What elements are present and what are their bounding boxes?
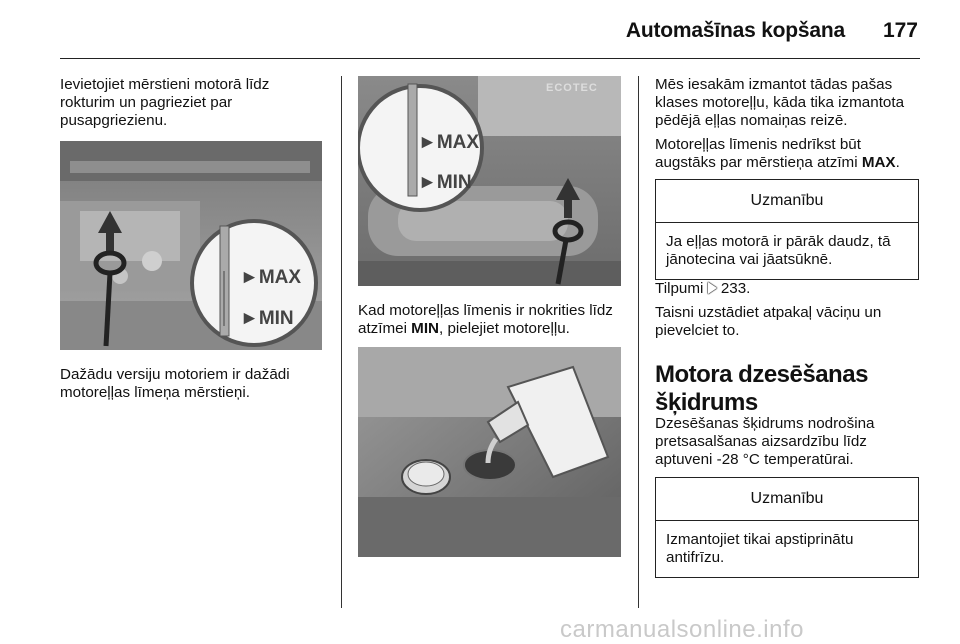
warning-box-1 [655, 179, 919, 280]
column-2-text [358, 302, 624, 338]
fig1-min-label: MIN [258, 308, 294, 329]
figure-dipstick-2 [358, 76, 621, 286]
header-rule [60, 58, 920, 59]
figure-dipstick-1 [60, 141, 322, 350]
column-divider-1 [341, 76, 342, 608]
column-1 [60, 76, 328, 130]
warning-text-2: Izmantojiet tikai apstiprinātu antifrīzu. [666, 531, 854, 566]
column-divider-2 [638, 76, 639, 608]
page-header [0, 0, 960, 60]
max-bold: MAX [861, 154, 896, 171]
fig2-min-label: MIN [436, 172, 472, 193]
warning-title-2: Uzmanību [656, 478, 918, 521]
col2-paragraph-1: Kad motoreļļas līmenis ir nokrities līdz atzīmei MIN, pielejiet motoreļļu. [358, 302, 613, 337]
figure-oil-pour [358, 347, 621, 557]
col1-paragraph-1: Ievietojiet mērstieni motorā līdz rokturim un pagrieziet par pusapgriezienu. [60, 76, 270, 129]
col3-paragraph-5: Dzesēšanas šķidrums nodrošina pretsasalšanas aizsardzību līdz aptuveni -28 °C temperatūrai. [655, 415, 875, 468]
column-3-mid [655, 280, 923, 340]
section-title: Motora dzesēšanas šķidrums [655, 361, 868, 416]
warning-title-1: Uzmanību [656, 180, 918, 223]
triangle-icon: ► [240, 267, 259, 288]
header-title: Automašīnas kopšana [625, 19, 845, 42]
column-3-coolant [655, 415, 923, 469]
fig2-max-label: MAX [436, 132, 480, 153]
col3-paragraph-3: Tilpumi 233. [655, 280, 751, 297]
col3-paragraph-4: Taisni uzstādiet atpakaļ vāciņu un pievelciet to. [655, 304, 882, 339]
triangle-icon: ► [418, 132, 437, 153]
watermark: carmanualsonline.info [560, 616, 804, 643]
triangle-icon: ► [240, 308, 259, 329]
column-1-lower [60, 366, 328, 402]
col3-paragraph-2: Motoreļļas līmenis nedrīkst būt augstāks par mērstieņa atzīmi MAX. [655, 136, 900, 171]
triangle-right-ref-icon[interactable] [708, 282, 717, 294]
col3-paragraph-1: Mēs iesakām izmantot tādas pašas klases motoreļļu, kāda tika izmantota pēdējā eļļas nomaiņas reizē. [655, 76, 905, 129]
warning-text-1: Ja eļļas motorā ir pārāk daudz, tā jānotecina vai jāatsūknē. [666, 233, 891, 268]
fig1-max-label: MAX [258, 267, 302, 288]
col1-paragraph-2: Dažādu versiju motoriem ir dažādi motoreļļas līmeņa mērstieņi. [60, 366, 290, 401]
triangle-icon: ► [418, 172, 437, 193]
min-bold: MIN [411, 320, 440, 337]
fig2-brand-label: ECOTEC [546, 82, 598, 94]
column-3 [655, 76, 923, 172]
page-number: 177 [882, 19, 918, 42]
warning-box-2 [655, 477, 919, 578]
